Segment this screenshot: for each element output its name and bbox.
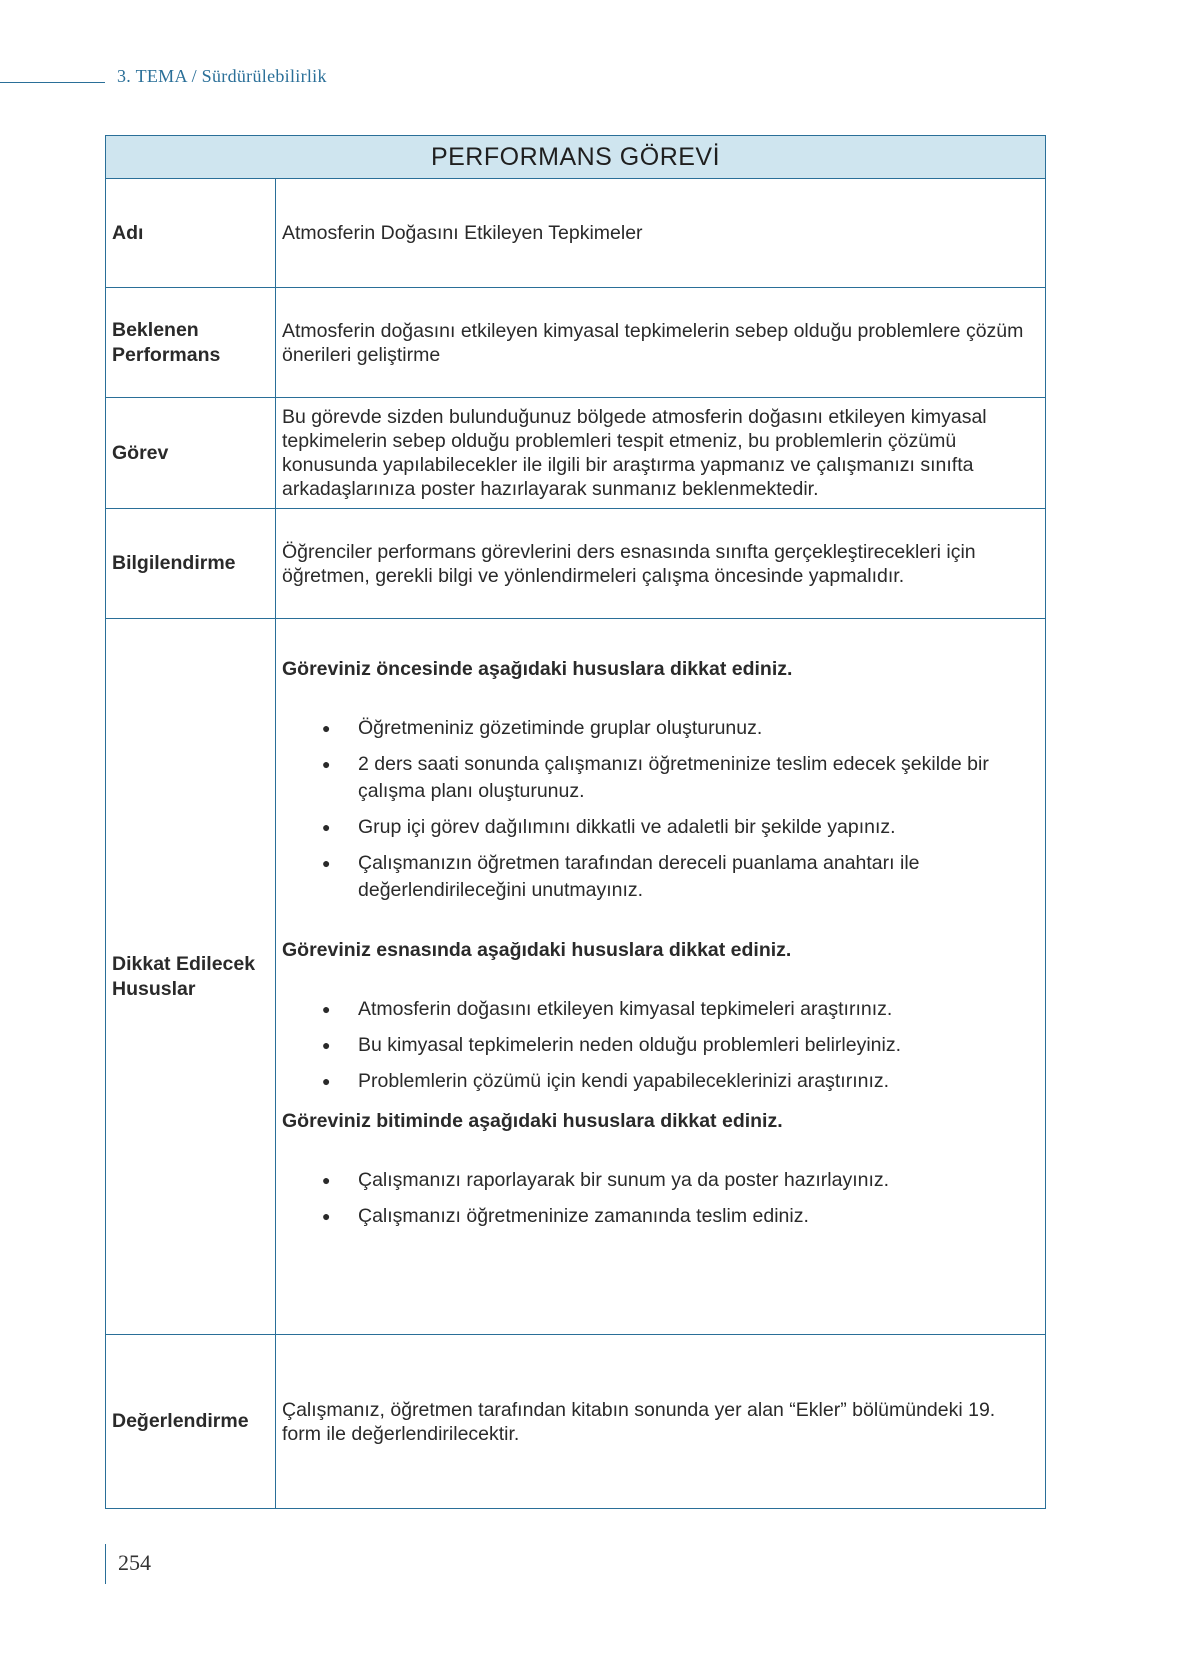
list-item: ● Çalışmanızı öğretmeninize zamanında teslim ediniz. bbox=[282, 1203, 1039, 1230]
bullet-list bbox=[282, 996, 1039, 1095]
section-title: Göreviniz öncesinde aşağıdaki hususlara dikkat ediniz. bbox=[282, 658, 793, 680]
bullet-list bbox=[282, 715, 1039, 904]
table-row-degerlendirme bbox=[106, 1335, 1046, 1509]
table-title: PERFORMANS GÖREVİ bbox=[106, 136, 1046, 179]
list-item: ● 2 ders saati sonunda çalışmanızı öğretmeninize teslim edecek şekilde bir çalışma planı oluşturunuz. bbox=[282, 751, 1039, 805]
row-label: Değerlendirme bbox=[106, 1335, 276, 1509]
page-number: 254 bbox=[118, 1550, 151, 1575]
table-row-gorev bbox=[106, 398, 1046, 509]
list-item: ● Atmosferin doğasını etkileyen kimyasal tepkimeleri araştırınız. bbox=[282, 996, 1039, 1023]
list-item: ● Çalışmanızın öğretmen tarafından dereceli puanlama anahtarı ile değerlendirileceğini unutmayınız. bbox=[282, 850, 1039, 904]
table-row-dikkat bbox=[106, 619, 1046, 1335]
row-label: Bilgilendirme bbox=[106, 509, 276, 619]
row-label: Dikkat Edilecek Hususlar bbox=[106, 619, 276, 1335]
section-title: Göreviniz esnasında aşağıdaki hususlara dikkat ediniz. bbox=[282, 939, 792, 961]
bullet-list bbox=[282, 1167, 1039, 1230]
section-title: Göreviniz bitiminde aşağıdaki hususlara dikkat ediniz. bbox=[282, 1110, 783, 1132]
list-item: ● Problemlerin çözümü için kendi yapabileceklerinizi araştırınız. bbox=[282, 1068, 1039, 1095]
row-content: Bu görevde sizden bulunduğunuz bölgede atmosferin doğasını etkileyen kimyasal tepkimelerin sebep olduğu problemleri tespit etmeniz, bu problemlerin çözümü konusunda yapılabilecekler ile ilgili bir araştırma yapmanız ve çalışmanızı sınıfta arkadaşlarınıza poster hazırlayarak sunmanız beklenmektedir. bbox=[276, 398, 1046, 509]
list-item: ● Bu kimyasal tepkimelerin neden olduğu problemleri belirleyiniz. bbox=[282, 1032, 1039, 1059]
row-content bbox=[276, 619, 1046, 1335]
list-item: ● Çalışmanızı raporlayarak bir sunum ya da poster hazırlayınız. bbox=[282, 1167, 1039, 1194]
table-row-bilgilendirme bbox=[106, 509, 1046, 619]
row-label: Adı bbox=[106, 179, 276, 288]
row-label: Görev bbox=[106, 398, 276, 509]
table-row-beklenen bbox=[106, 288, 1046, 398]
row-content: Atmosferin Doğasını Etkileyen Tepkimeler bbox=[276, 179, 1046, 288]
list-item: ● Öğretmeniniz gözetiminde gruplar oluşturunuz. bbox=[282, 715, 1039, 742]
performance-task-table bbox=[105, 135, 1046, 1509]
header-rule bbox=[0, 82, 105, 83]
list-item: ● Grup içi görev dağılımını dikkatli ve adaletli bir şekilde yapınız. bbox=[282, 814, 1039, 841]
row-label: Beklenen Performans bbox=[106, 288, 276, 398]
table-row-adi bbox=[106, 179, 1046, 288]
footer-rule bbox=[105, 1544, 106, 1584]
row-content: Atmosferin doğasını etkileyen kimyasal tepkimelerin sebep olduğu problemlere çözüm önerileri geliştirme bbox=[276, 288, 1046, 398]
chapter-header: 3. TEMA / Sürdürülebilirlik bbox=[117, 66, 327, 86]
row-content: Öğrenciler performans görevlerini ders esnasında sınıfta gerçekleştirecekleri için öğretmen, gerekli bilgi ve yönlendirmeleri çalışma öncesinde yapmalıdır. bbox=[276, 509, 1046, 619]
row-content: Çalışmanız, öğretmen tarafından kitabın sonunda yer alan “Ekler” bölümündeki 19. form ile değerlendirilecektir. bbox=[276, 1335, 1046, 1509]
